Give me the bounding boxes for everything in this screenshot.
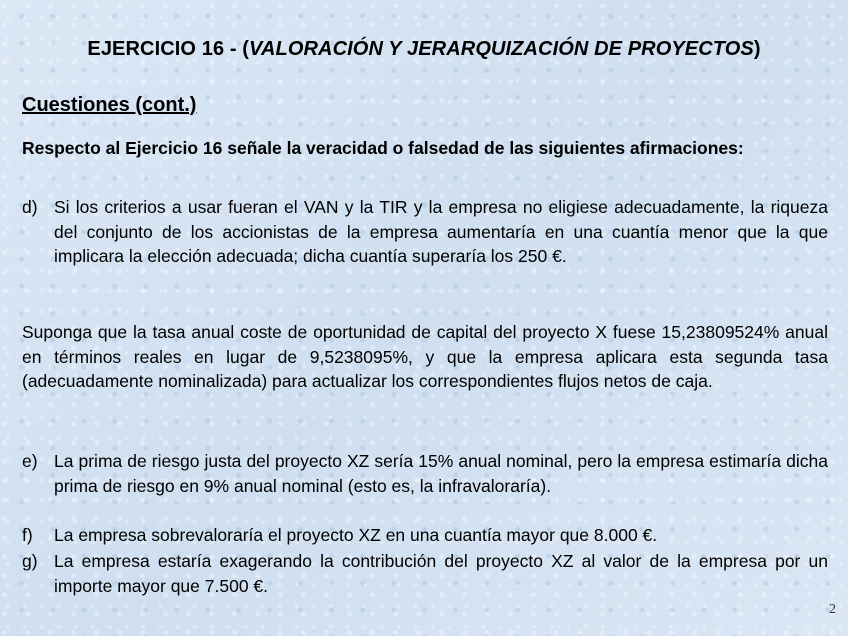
question-text-f: La empresa sobrevaloraría el proyecto XZ en una cuantía mayor que 8.000 €.: [54, 525, 658, 545]
title-italic: VALORACIÓN Y JERARQUIZACIÓN DE PROYECTOS: [249, 38, 754, 60]
question-label-f: f): [22, 525, 33, 545]
section-subtitle: Cuestiones (cont.): [22, 94, 197, 116]
slide-title: [0, 38, 848, 61]
question-label-d: d): [22, 197, 38, 217]
question-label-e: e): [22, 451, 38, 471]
question-item-f: [22, 523, 828, 548]
question-item-g: [22, 549, 828, 598]
title-prefix: EJERCICIO 16 - (: [87, 38, 250, 60]
intro-text: Respecto al Ejercicio 16 señale la veracidad o falsedad de las siguientes afirmaciones:: [22, 138, 744, 158]
title-suffix: ): [753, 38, 761, 60]
question-label-g: g): [22, 551, 38, 571]
page-number: 2: [829, 602, 836, 617]
question-text-e: La prima de riesgo justa del proyecto XZ sería 15% anual nominal, pero la empresa estimaría dicha prima de riesgo en 9% anual nominal (esto es, la infravaloraría).: [54, 451, 828, 496]
scenario-paragraph: Suponga que la tasa anual coste de oportunidad de capital del proyecto X fuese 15,23809524% anual en términos reales en lugar de 9,5238095%, y que la empresa aplicara esta segunda tasa (adecuadamente nominalizada) para actualizar los correspondientes flujos netos de caja.: [22, 322, 828, 391]
question-text-d: Si los criterios a usar fueran el VAN y la TIR y la empresa no eligiese adecuadamente, la riqueza del conjunto de los accionistas de la empresa aumentaría en una cuantía menor que la que implicara la elección adecuada; dicha cuantía superaría los 250 €.: [54, 197, 828, 266]
question-item-e: [22, 449, 828, 498]
question-text-g: La empresa estaría exagerando la contribución del proyecto XZ al valor de la empresa por un importe mayor que 7.500 €.: [54, 551, 828, 596]
question-item-d: [22, 195, 828, 269]
